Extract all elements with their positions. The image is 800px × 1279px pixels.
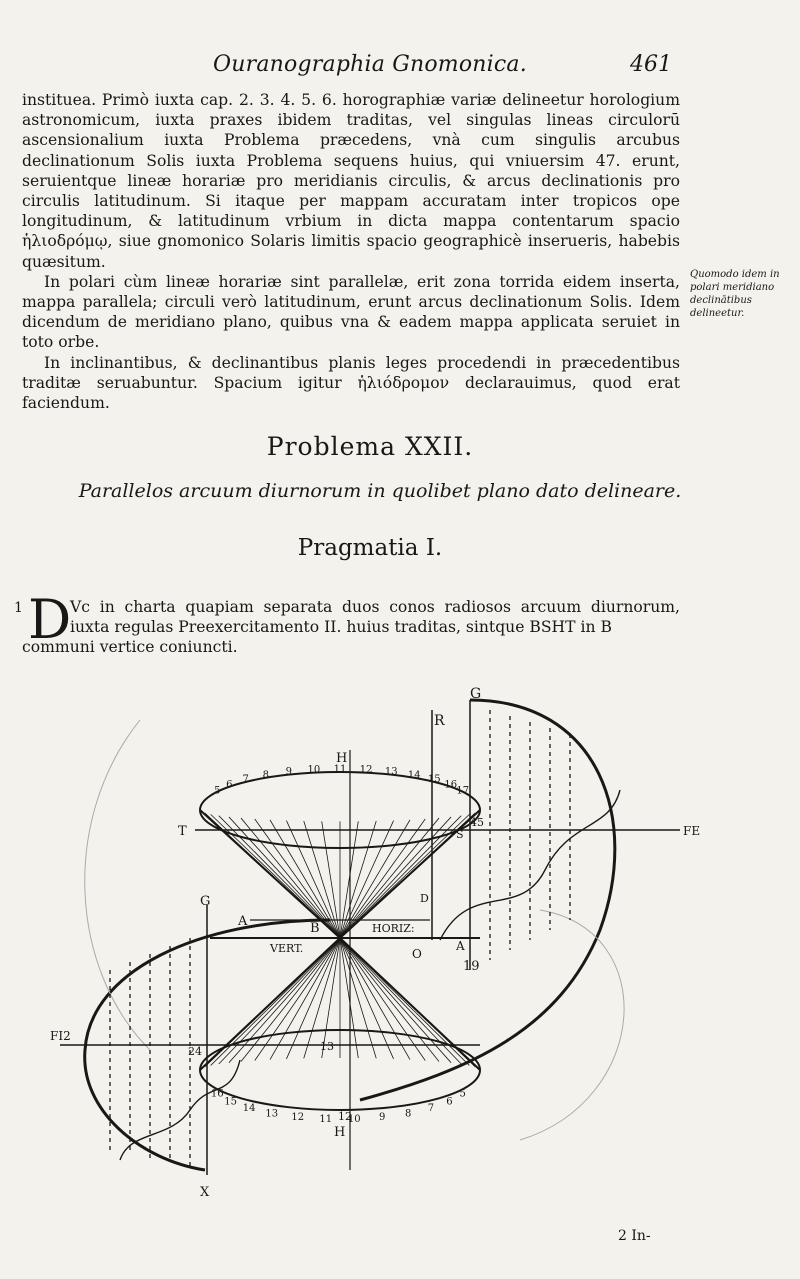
- label-d: D: [420, 892, 429, 905]
- arc-number: 15: [427, 774, 441, 786]
- label-b: B: [310, 921, 320, 936]
- arc-number: 17: [456, 785, 470, 797]
- label-h-top: H: [336, 751, 348, 766]
- arc-number: 7: [242, 774, 249, 786]
- section-continuation: communi vertice coniuncti.: [22, 638, 238, 656]
- section-first-line: Vc in charta quapiam separata duos conos radiosos arcuum diurnorum, iuxta regulas Preexercitamento II. huius traditas, sintque BSHT in B: [70, 598, 680, 636]
- arc-number: 16: [444, 779, 458, 791]
- label-g: G: [470, 686, 482, 702]
- arc-number: 6: [226, 779, 233, 791]
- label-12: 12: [338, 1110, 352, 1123]
- arc-number: 16: [210, 1088, 224, 1100]
- label-horiz: HORIZ:: [372, 922, 415, 935]
- cone-ray: [340, 938, 439, 1062]
- arc-number: 9: [285, 766, 292, 778]
- gnomonic-diagram: [0, 670, 800, 1200]
- arc-number: 14: [242, 1103, 256, 1114]
- arc-number: 10: [347, 1113, 361, 1125]
- label-t: T: [178, 824, 187, 839]
- arc-number: 7: [427, 1103, 435, 1114]
- label-h-bottom: H: [334, 1125, 346, 1140]
- paragraph-2: In polari cùm lineæ horariæ sint parallelæ, erit zona torrida eidem inserta, mappa parallela; circuli verò latitudinum, erunt arcus declinationum Solis. Idem dicendum de meridiano plano, quibus vna & eadem mappa applicata seruiet in toto orbe.: [22, 272, 680, 352]
- arc-number: 8: [262, 769, 269, 781]
- cone-ray: [340, 938, 394, 1059]
- label-fi2: FI2: [50, 1029, 71, 1043]
- arc-number: 9: [379, 1111, 386, 1123]
- label-o: O: [412, 947, 422, 961]
- label-s: S: [456, 828, 464, 841]
- label-19: 19: [463, 959, 480, 974]
- page-number: 461: [630, 52, 672, 77]
- running-header-title: Ouranographia Gnomonica.: [213, 52, 527, 77]
- arc-number: 10: [307, 764, 321, 776]
- label-a-left: A: [238, 914, 248, 929]
- arc-number: 14: [407, 769, 421, 781]
- section-heading: Pragmatia I.: [297, 535, 443, 561]
- label-x: X: [200, 1185, 210, 1200]
- label-24: 24: [188, 1045, 202, 1058]
- arc-number: 11: [319, 1113, 333, 1125]
- label-a-right: A: [456, 939, 465, 953]
- label-g-left: G: [200, 894, 211, 909]
- paragraph-number: 1: [14, 600, 23, 616]
- cone-ray: [205, 813, 340, 938]
- arc-number: 12: [291, 1111, 305, 1123]
- arc-number: 15: [224, 1096, 237, 1108]
- cone-ray: [340, 938, 480, 1070]
- paragraph-3: In inclinantibus, & declinantibus planis leges procedendi in præcedentibus traditæ seruabuntur. Spacium igitur ἡλιόδρομον declarauimus, quod erat faciendum.: [22, 353, 680, 413]
- label-vert: VERT.: [270, 942, 304, 955]
- problem-subtitle: Parallelos arcuum diurnorum in quolibet plano dato delineare.: [78, 480, 682, 502]
- label-13: 13: [320, 1040, 334, 1053]
- arc-number: 5: [214, 785, 221, 797]
- label-fe: FE: [683, 824, 701, 838]
- label-45: 45: [470, 816, 484, 829]
- arc-number: 6: [446, 1096, 453, 1108]
- arc-number: 13: [265, 1108, 279, 1120]
- arc-number: 12: [359, 764, 373, 776]
- drop-cap: D: [28, 588, 72, 651]
- arc-number: 11: [333, 764, 347, 775]
- arc-number: 8: [405, 1108, 412, 1120]
- catchword: 2 In-: [618, 1228, 651, 1244]
- body-text: [22, 90, 680, 413]
- arc-number: 13: [384, 766, 398, 778]
- paragraph-1: instituea. Primò iuxta cap. 2. 3. 4. 5. 6. horographiæ variæ delineetur horologium astronomicum, iuxta praxes ibidem traditas, vel singulas lineas circulorū ascensionalium iuxta Problema præcedens, vnà cum singulis arcubus declinationum Solis iuxta Problema sequens huius, qui vniuersim 47. erunt, seruientque lineæ horariæ pro meridianis circulis, & arcus declinationis pro circulis latitudinum. Si itaque per mappam accuratam inter tropicos ope longitudinum, & latitudinum vrbium in dicta mappa contentarum spacio ἡλιοδρόμῳ, siue gnomonico Solaris limitis spacio geographicè inserueris, habebis quæsitum.: [22, 91, 680, 271]
- arc-number: 5: [459, 1088, 466, 1100]
- margin-note: Quomodo idem in polari meridiano declinātibus delineetur.: [690, 269, 780, 319]
- cone-ray: [340, 938, 451, 1063]
- label-r: R: [434, 713, 445, 729]
- problem-heading: Problema XXII.: [266, 432, 474, 461]
